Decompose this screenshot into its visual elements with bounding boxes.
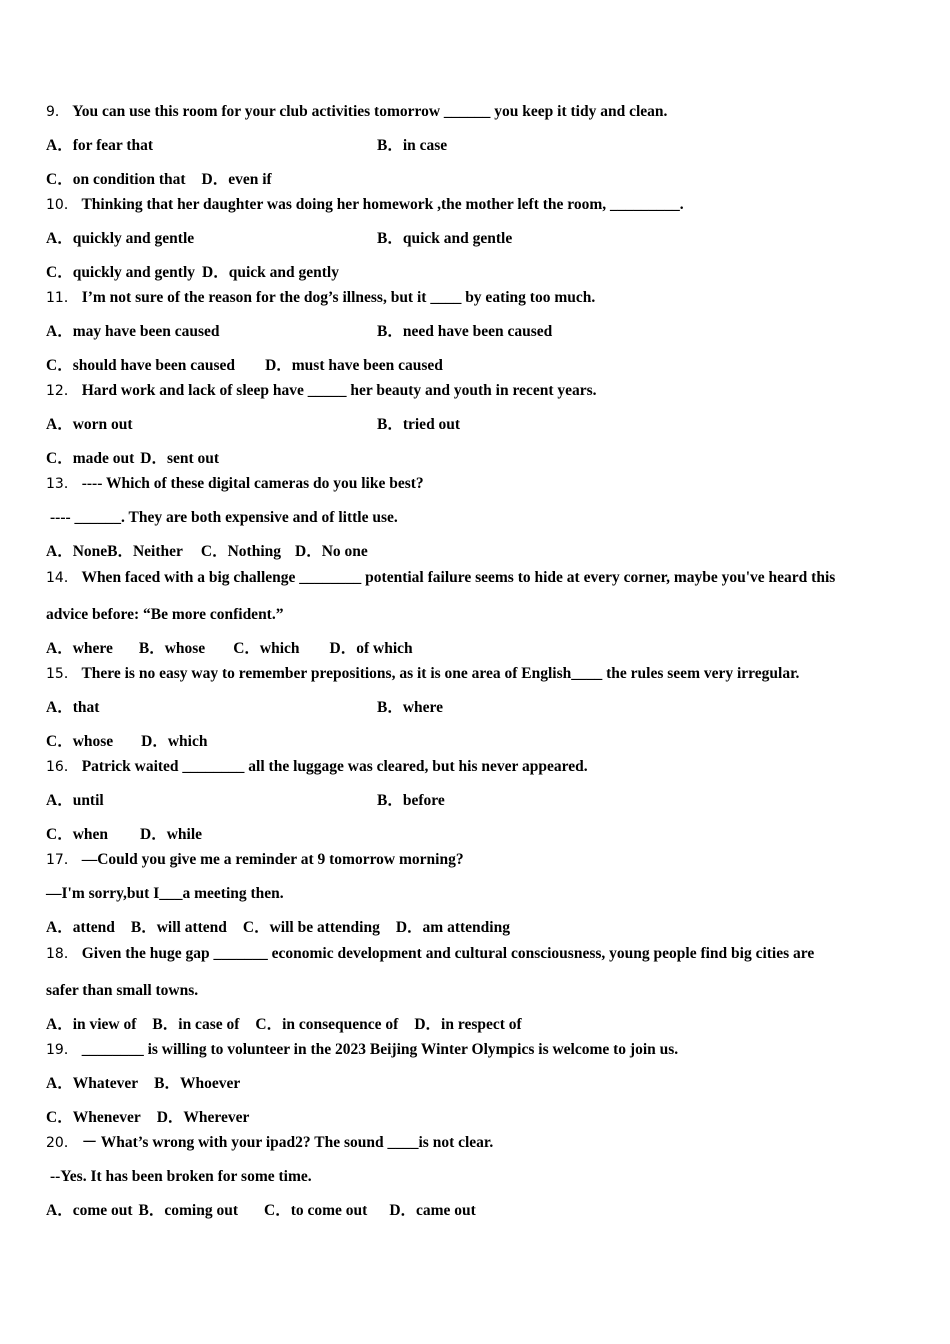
option-c: C．to come out <box>264 1202 368 1219</box>
question-17-stem-continued <box>46 884 284 904</box>
question-text: Thinking that her daughter was doing her homework ,the mother left the room, _________. <box>81 196 684 213</box>
question-19-stem <box>46 1040 678 1060</box>
question-10-options-row1 <box>46 229 513 249</box>
option-d: D．No one <box>295 543 368 560</box>
question-18-stem <box>46 944 814 964</box>
option-c: C．quickly and gently <box>46 264 196 281</box>
question-14-options <box>46 639 413 659</box>
option-a: A．worn out <box>46 416 133 433</box>
option-b: B．coming out <box>138 1202 238 1219</box>
option-b: B．Neither <box>107 543 183 560</box>
option-d: D．of which <box>329 640 413 657</box>
question-20-options <box>46 1201 476 1221</box>
question-number: 18． <box>46 946 78 962</box>
option-a: A．Whatever <box>46 1075 139 1092</box>
option-d: D．Wherever <box>156 1109 250 1126</box>
option-b: B．whose <box>138 640 206 657</box>
option-c: C．will be attending <box>242 919 380 936</box>
question-9-options-row1 <box>46 136 448 156</box>
option-b: B．where <box>377 699 444 716</box>
question-number: 11． <box>46 290 78 306</box>
question-17-options <box>46 918 510 938</box>
option-c: C．which <box>233 640 300 657</box>
question-text: When faced with a big challenge ________ potential failure seems to hide at every corner, maybe you've heard this <box>81 569 836 586</box>
option-a: A．that <box>46 699 100 716</box>
question-15-stem <box>46 664 799 684</box>
question-text: － What’s wrong with your ipad2? The sound ____is not clear. <box>81 1134 494 1151</box>
option-d: D．came out <box>389 1202 476 1219</box>
question-text: I’m not sure of the reason for the dog’s illness, but it ____ by eating too much. <box>81 289 596 306</box>
option-a: A．None <box>46 543 108 560</box>
question-number: 9． <box>46 104 69 120</box>
question-number: 16． <box>46 759 78 775</box>
question-text: You can use this room for your club activities tomorrow ______ you keep it tidy and clean. <box>72 103 668 120</box>
option-a: A．where <box>46 640 113 657</box>
question-text: ________ is willing to volunteer in the 2023 Beijing Winter Olympics is welcome to join us. <box>81 1041 679 1058</box>
option-d: D．in respect of <box>414 1016 522 1033</box>
question-text: Given the huge gap _______ economic development and cultural consciousness, young people find big cities are <box>81 945 815 962</box>
option-a: A．in view of <box>46 1016 137 1033</box>
question-number: 19． <box>46 1042 78 1058</box>
question-20-stem <box>46 1133 493 1153</box>
question-number: 20． <box>46 1135 78 1151</box>
option-d: D．even if <box>201 171 272 188</box>
option-a: A．come out <box>46 1202 133 1219</box>
option-a: A．until <box>46 792 104 809</box>
question-number: 12． <box>46 383 78 399</box>
question-12-options-row2 <box>46 449 219 469</box>
option-d: D．while <box>140 826 203 843</box>
question-19-options-row1 <box>46 1074 240 1094</box>
question-16-options-row1 <box>46 791 445 811</box>
question-18-stem-continued <box>46 981 198 1001</box>
question-16-stem <box>46 757 588 777</box>
option-a: A．quickly and gentle <box>46 230 195 247</box>
question-text: ---- ______. They are both expensive and of little use. <box>50 509 398 526</box>
option-b: B．before <box>377 792 445 809</box>
question-text: There is no easy way to remember prepositions, as it is one area of English____ the rules seem very irregular. <box>81 665 800 682</box>
question-13-stem <box>46 474 424 494</box>
question-11-options-row2 <box>46 356 443 376</box>
question-14-stem <box>46 568 835 588</box>
option-a: A．attend <box>46 919 115 936</box>
question-12-options-row1 <box>46 415 461 435</box>
question-20-stem-continued <box>50 1167 312 1187</box>
question-text: —Could you give me a reminder at 9 tomorrow morning? <box>81 851 464 868</box>
option-b: B．in case of <box>152 1016 240 1033</box>
question-15-options-row1 <box>46 698 444 718</box>
question-13-stem-continued <box>50 508 398 528</box>
question-number: 10． <box>46 197 78 213</box>
question-10-stem <box>46 195 684 215</box>
option-b: B．in case <box>377 137 448 154</box>
question-text: advice before: “Be more confident.” <box>46 606 284 623</box>
question-14-stem-continued <box>46 605 283 625</box>
option-b: B．tried out <box>377 416 461 433</box>
option-c: C．made out <box>46 450 135 467</box>
question-text: Patrick waited ________ all the luggage was cleared, but his never appeared. <box>81 758 588 775</box>
question-17-stem <box>46 850 464 870</box>
option-d: D．sent out <box>140 450 220 467</box>
option-b: B．Whoever <box>154 1075 241 1092</box>
option-d: D．which <box>141 733 208 750</box>
option-a: A．for fear that <box>46 137 154 154</box>
question-number: 14． <box>46 570 78 586</box>
question-9-stem <box>46 102 667 122</box>
option-d: D．quick and gently <box>202 264 339 281</box>
option-b: B．need have been caused <box>377 323 553 340</box>
option-c: C．when <box>46 826 109 843</box>
question-number: 15． <box>46 666 78 682</box>
option-c: C．whose <box>46 733 114 750</box>
option-b: B．quick and gentle <box>377 230 513 247</box>
question-11-stem <box>46 288 595 308</box>
option-d: D．am attending <box>395 919 510 936</box>
question-12-stem <box>46 381 597 401</box>
question-18-options <box>46 1015 522 1035</box>
question-16-options-row2 <box>46 825 202 845</box>
option-c: C．Whenever <box>46 1109 141 1126</box>
question-11-options-row1 <box>46 322 553 342</box>
question-9-options-row2 <box>46 170 272 190</box>
question-number: 13． <box>46 476 78 492</box>
option-c: C．should have been caused <box>46 357 236 374</box>
question-text: —I'm sorry,but I___a meeting then. <box>46 885 284 902</box>
question-15-options-row2 <box>46 732 208 752</box>
question-text: safer than small towns. <box>46 982 199 999</box>
question-number: 17． <box>46 852 78 868</box>
question-10-options-row2 <box>46 263 339 283</box>
question-text: Hard work and lack of sleep have _____ her beauty and youth in recent years. <box>81 382 597 399</box>
option-b: B．will attend <box>130 919 227 936</box>
option-d: D．must have been caused <box>265 357 443 374</box>
question-text: --Yes. It has been broken for some time. <box>50 1168 312 1185</box>
question-19-options-row2 <box>46 1108 249 1128</box>
option-c: C．in consequence of <box>255 1016 399 1033</box>
question-13-options <box>46 542 368 562</box>
question-text: ---- Which of these digital cameras do you like best? <box>81 475 424 492</box>
option-c: C．on condition that <box>46 171 186 188</box>
option-c: C．Nothing <box>200 543 282 560</box>
option-a: A．may have been caused <box>46 323 220 340</box>
